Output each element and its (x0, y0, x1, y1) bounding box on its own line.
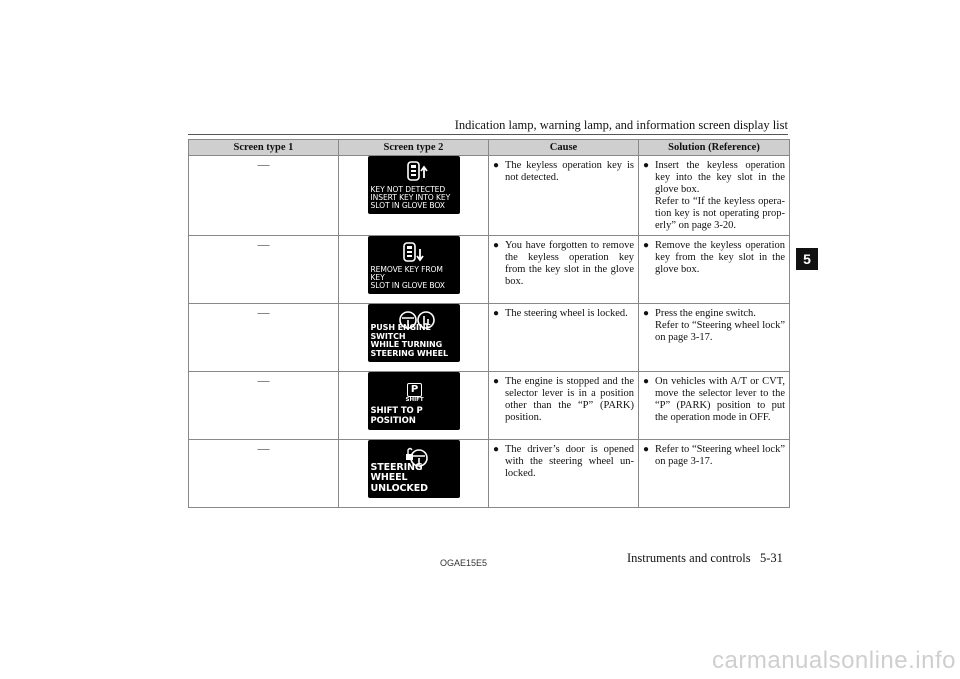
screen-message: PUSH ENGINE SWITCH WHILE TURNING STEERING WHEEL (370, 323, 448, 358)
footer-page-number: 5-31 (760, 551, 783, 565)
header-rule (188, 134, 788, 135)
screen-type-1-cell: — (189, 440, 339, 508)
header-solution: Solution (Reference) (639, 140, 790, 156)
solution-text: On vehicles with A/T or CVT, move the selector lever to the “P” (PARK) position to put the operation mode in OFF. (655, 376, 785, 423)
watermark: carmanualsonline.info (712, 647, 956, 674)
key-fob-arrow-up-icon (405, 160, 429, 184)
solution-reference: Refer to “Steering wheel lock” on page 3-17. (655, 320, 785, 343)
solution-text: Insert the keyless operation key into the key slot in the glove box. (655, 160, 785, 195)
solution-cell (639, 236, 790, 304)
bullet-icon: ● (493, 308, 500, 319)
shift-label: SHIFT (405, 397, 424, 403)
screen-message: KEY NOT DETECTED INSERT KEY INTO KEY SLOT IN GLOVE BOX (370, 185, 451, 210)
cause-text: The keyless operation key is not detected. (505, 160, 634, 183)
screen-message: SHIFT TO P POSITION (370, 406, 423, 426)
p-box-icon: P (407, 383, 422, 397)
running-head: Indication lamp, warning lamp, and information screen display list (454, 118, 788, 132)
bullet-icon: ● (643, 308, 650, 319)
cause-cell (489, 372, 639, 440)
solution-cell (639, 440, 790, 508)
screen-message: STEERING WHEEL UNLOCKED (370, 461, 428, 494)
table-row (189, 440, 790, 508)
solution-cell (639, 156, 790, 236)
cause-text: You have forgotten to remove the keyless operation key from the key slot in the glove box. (505, 240, 634, 287)
solution-cell (639, 304, 790, 372)
bullet-icon: ● (493, 160, 500, 171)
info-screen-display (368, 236, 460, 294)
cause-cell (489, 236, 639, 304)
solution-text: Press the engine switch. (655, 308, 756, 319)
cause-text: The steering wheel is locked. (505, 308, 628, 319)
key-fob-arrow-down-icon (401, 241, 425, 265)
table-row (189, 156, 790, 236)
header-screen-type-2: Screen type 2 (339, 140, 489, 156)
footer-section-title: Instruments and controls (627, 551, 751, 565)
display-list-table (188, 139, 790, 508)
header-cause: Cause (489, 140, 639, 156)
screen-type-1-cell: — (189, 156, 339, 236)
bullet-icon: ● (643, 444, 650, 455)
info-screen-display (368, 304, 460, 362)
cause-cell (489, 156, 639, 236)
bullet-icon: ● (493, 240, 500, 251)
screen-type-1-cell: — (189, 372, 339, 440)
cause-cell (489, 440, 639, 508)
screen-type-2-cell (339, 236, 489, 304)
solution-text: Refer to “Steering wheel lock” on page 3-17. (655, 444, 785, 467)
table-row (189, 304, 790, 372)
screen-type-2-cell (339, 440, 489, 508)
screen-type-2-cell (339, 304, 489, 372)
p-shift-icon (406, 377, 424, 404)
cause-cell (489, 304, 639, 372)
bullet-icon: ● (493, 444, 500, 455)
bullet-icon: ● (643, 160, 650, 171)
cause-text: The driver’s door is opened with the steering wheel un-locked. (505, 444, 634, 479)
bullet-icon: ● (493, 376, 500, 387)
screen-type-1-cell: — (189, 304, 339, 372)
solution-reference: Refer to “If the keyless opera-tion key is not operating prop-erly” on page 3-20. (655, 196, 785, 231)
header-screen-type-1: Screen type 1 (189, 140, 339, 156)
bullet-icon: ● (643, 376, 650, 387)
solution-text: Remove the keyless operation key from the key slot in the glove box. (655, 240, 785, 275)
screen-type-2-cell (339, 156, 489, 236)
table-header-row (189, 140, 790, 156)
bullet-icon: ● (643, 240, 650, 251)
table-row (189, 236, 790, 304)
info-screen-display (368, 372, 460, 430)
info-screen-display (368, 156, 460, 214)
info-screen-display (368, 440, 460, 498)
screen-message: REMOVE KEY FROM KEY SLOT IN GLOVE BOX (370, 265, 445, 290)
cause-text: The engine is stopped and the selector lever is in a position other than the “P” (PARK) position. (505, 376, 634, 423)
screen-type-1-cell: — (189, 236, 339, 304)
table-row (189, 372, 790, 440)
screen-type-2-cell (339, 372, 489, 440)
footer-code: OGAE15E5 (440, 558, 488, 568)
solution-cell (639, 372, 790, 440)
chapter-tab: 5 (796, 248, 818, 270)
